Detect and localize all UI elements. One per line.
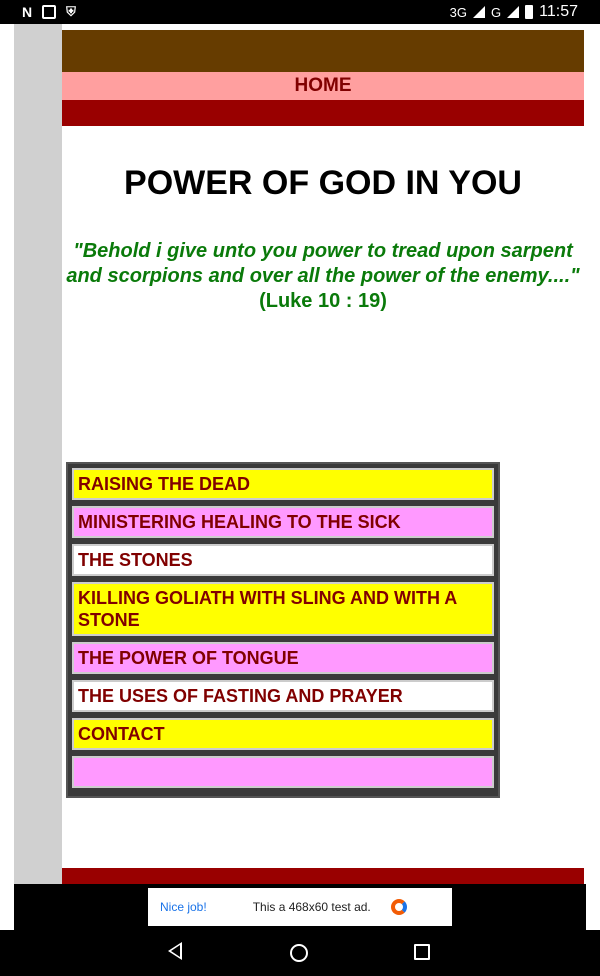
menu-item-killing-goliath[interactable]: KILLING GOLIATH WITH SLING AND WITH A STONE [72, 582, 494, 636]
menu-item-empty[interactable] [72, 756, 494, 788]
left-gray-strip [14, 24, 62, 884]
menu-item-contact[interactable]: CONTACT [72, 718, 494, 750]
nav-bar [62, 72, 584, 100]
home-icon[interactable] [290, 944, 308, 962]
sim-icon [42, 5, 56, 19]
menu-item-healing-the-sick[interactable]: MINISTERING HEALING TO THE SICK [72, 506, 494, 538]
status-bar [0, 0, 600, 24]
footer-divider [62, 868, 584, 884]
page-title: POWER OF GOD IN YOU [124, 164, 522, 202]
recent-apps-icon[interactable] [414, 944, 430, 960]
status-right-icons [450, 3, 578, 21]
menu-item-the-stones[interactable]: THE STONES [72, 544, 494, 576]
menu-item-fasting-and-prayer[interactable]: THE USES OF FASTING AND PRAYER [72, 680, 494, 712]
network-type: 3G [449, 4, 468, 20]
signal-icon-2 [507, 6, 519, 18]
ad-text: This a 468x60 test ad. [252, 900, 371, 914]
menu-item-power-of-tongue[interactable]: THE POWER OF TONGUE [72, 642, 494, 674]
topic-menu [66, 462, 500, 798]
menu-item-raising-the-dead[interactable]: RAISING THE DEAD [72, 468, 494, 500]
header-banner [62, 30, 584, 72]
shield-icon: ⛨ [66, 4, 76, 19]
ad-banner[interactable] [148, 888, 452, 926]
ad-logo-icon [391, 899, 407, 915]
home-link[interactable]: HOME [294, 75, 352, 96]
status-left-icons [22, 4, 76, 20]
nfc-icon: N [22, 4, 33, 20]
network-type-2: G [491, 4, 502, 20]
battery-icon [525, 5, 533, 19]
bible-reference: (Luke 10 : 19) [259, 290, 387, 312]
bible-quote: "Behold i give unto you power to tread upon sarpent and scorpions and over all the power of the enemy...." [66, 240, 580, 287]
header-divider [62, 100, 584, 126]
back-icon[interactable] [168, 942, 182, 960]
status-time: 11:57 [539, 3, 578, 20]
signal-icon [473, 6, 485, 18]
ad-nice-job: Nice job! [160, 900, 207, 914]
